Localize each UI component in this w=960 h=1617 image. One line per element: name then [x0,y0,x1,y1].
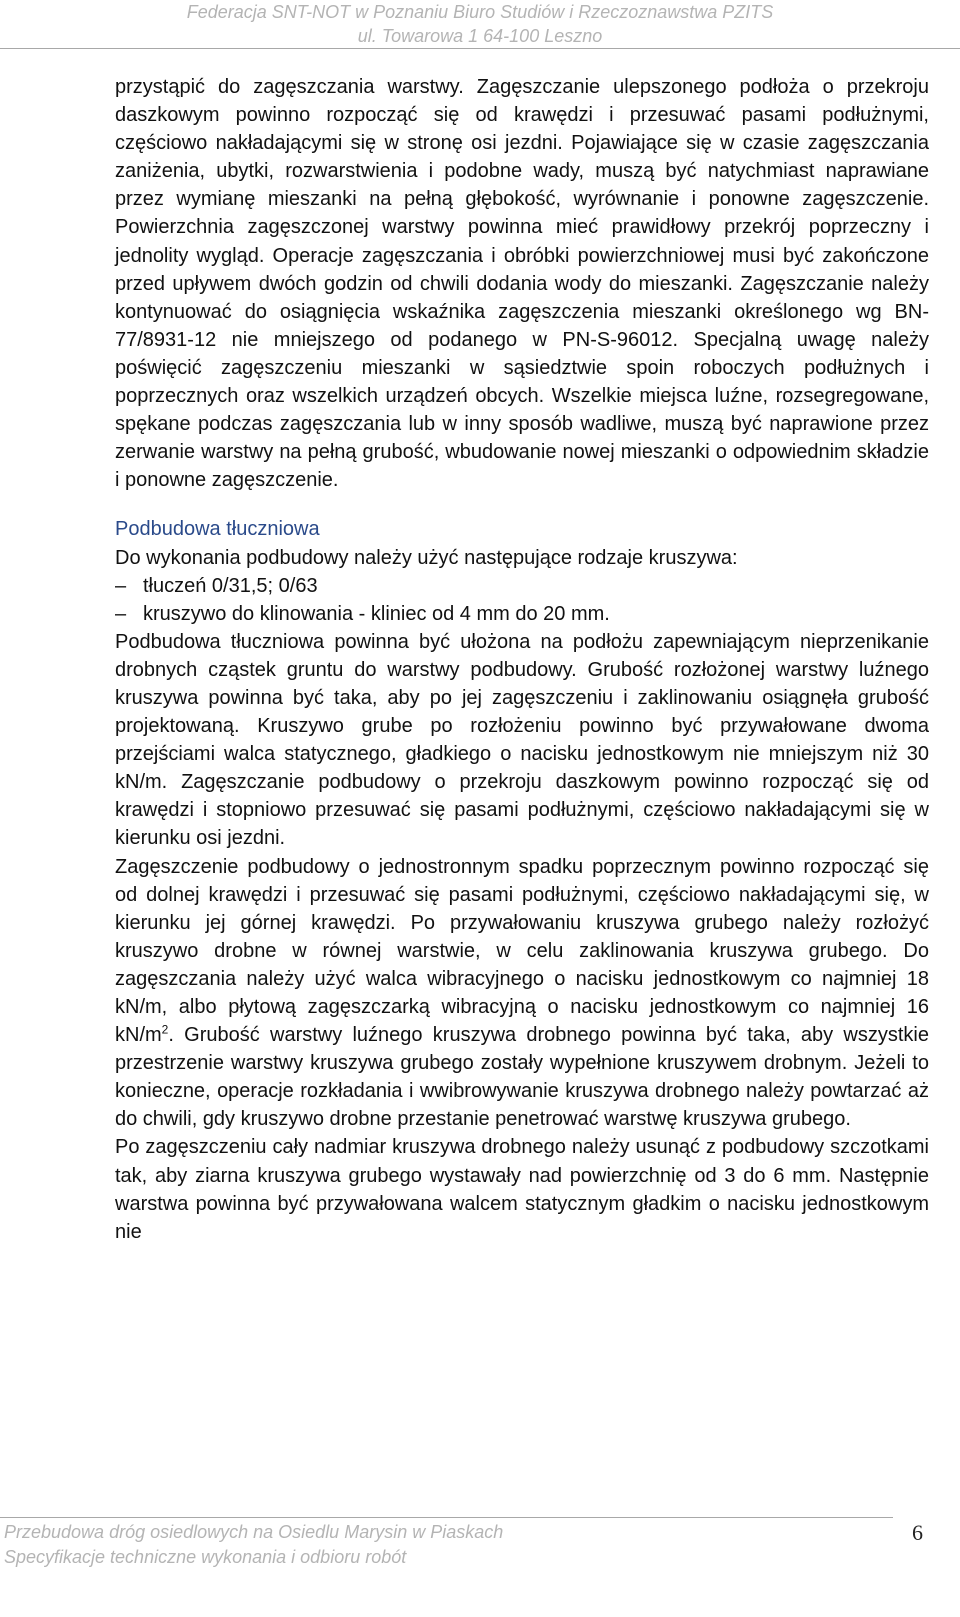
dash-bullet: – [115,574,127,597]
page-header [0,0,960,48]
list-item-text: kruszywo do klinowania - kliniec od 4 mm do 20 mm. [143,602,610,625]
superscript: 2 [161,1022,169,1037]
paragraph-one-sided-slope [115,853,929,1134]
paragraph-excess-removal: Po zagęszczeniu cały nadmiar kruszywa drobnego należy usunąć z podbudowy szczotkami tak, aby ziarna kruszywa grubego wystawały nad powierzchnię od 3 do 6 mm. Następnie warstwa powinna być przywałowana walcem statycznym gładkim o nacisku jednostkowym nie [115,1136,929,1243]
section-heading: Podbudowa tłuczniowa [115,518,320,541]
footer-spec-title: Specyfikacje techniczne wykonania i odbioru robót [4,1547,407,1567]
paragraph-text-part: Zagęszczenie podbudowy o jednostronnym spadku poprzecznym powinno rozpocząć się od dolnej krawędzi i przesuwać się pasami podłużnymi, częściowo nakładającymi się, w kierunku jej górnej krawędzi. Po przywałowaniu kruszywa grubego należy rozłożyć kruszywo drobne w równej warstwie, w celu zaklinowania kruszywa grubego. Do zagęszczania należy użyć walca wibracyjnego o nacisku jednostkowym co najmniej 18 kN/m, albo płytową zagęszczarką wibracyjną o nacisku jednostkowym co najmniej 16 kN/m [115,855,929,1047]
header-divider [0,48,960,49]
paragraph-text-part: . Grubość warstwy luźnego kruszywa drobnego powinna być taka, aby wszystkie przestrzenie warstwy kruszywa grubego zostały wypełnione kruszywem drobnym. Jeżeli to konieczne, operacje rozkładania i wwibrowywanie kruszywa drobnego należy powtarzać aż do chwili, gdy kruszywo drobne przestanie penetrować warstwę kruszywa grubego. [115,1024,929,1131]
paragraph-compaction: przystąpić do zagęszczania warstwy. Zagęszczanie ulepszonego podłoża o przekroju daszkowym powinno rozpocząć się od krawędzi i przesuwać pasami podłużnymi, częściowo nakładającymi się w stronę osi jezdni. Pojawiające się w czasie zagęszczania zaniżenia, ubytki, rozwarstwienia i podobne wady, muszą być natychmiast naprawiane przez wymianę mieszanki na pełną głębokość, wyrównanie i ponowne zagęszczenie. Powierzchnia zagęszczonej warstwy powinna mieć prawidłowy przekrój poprzeczny i jednolity wygląd. Operacje zagęszczania i obróbki powierzchniowej musi być zakończone przed upływem dwóch godzin od chwili dodania wody do mieszanki. Zagęszczanie należy kontynuować do osiągnięcia wskaźnika zagęszczenia mieszanki określonego wg BN-77/8931-12 nie mniejszego od podanego w PN-S-96012. Specjalną uwagę należy poświęcić zagęszczeniu mieszanki w sąsiedztwie spoin roboczych podłużnych i poprzecznych oraz wszelkich urządzeń obcych. Wszelkie miejsca luźne, rozsegregowane, spękane podczas zagęszczania lub w inny sposób wadliwe, muszą być naprawione przez zerwanie warstwy na pełną grubość, wbudowanie nowej mieszanki o odpowiednim składzie i ponowne zagęszczenie. [115,76,929,492]
spacer [115,494,929,515]
list-item [115,600,929,628]
footer-divider [0,1517,893,1518]
dash-bullet: – [115,602,127,625]
paragraph-base-course: Podbudowa tłuczniowa powinna być ułożona na podłożu zapewniającym nieprzenikanie drobnych cząstek gruntu do warstwy podbudowy. Grubość rozłożonej warstwy luźnego kruszywa powinna być taka, aby po jej zagęszczeniu i zaklinowaniu osiągnęła grubość projektowaną. Kruszywo grube po rozłożeniu powinno być przywałowane dwoma przejściami walca statycznego, gładkiego o nacisku jednostkowym nie mniejszym niż 30 kN/m. Zagęszczanie podbudowy o przekroju daszkowym powinno rozpocząć się od krawędzi i stopniowo przesuwać się pasami podłużnymi, częściowo nakładającymi się w kierunku osi jezdni. [115,630,929,850]
header-address: ul. Towarowa 1 64-100 Leszno [357,26,603,46]
list-item [115,572,929,600]
page-number: 6 [912,1520,923,1545]
paragraph-intro: Do wykonania podbudowy należy użyć następujące rodzaje kruszywa: [115,546,738,569]
document-body [115,73,929,1246]
list-item-text: tłuczeń 0/31,5; 0/63 [143,574,318,597]
header-organization: Federacja SNT-NOT w Poznaniu Biuro Studiów i Rzeczoznawstwa PZITS [186,2,774,22]
footer-project-title: Przebudowa dróg osiedlowych na Osiedlu Marysin w Piaskach [4,1522,504,1542]
